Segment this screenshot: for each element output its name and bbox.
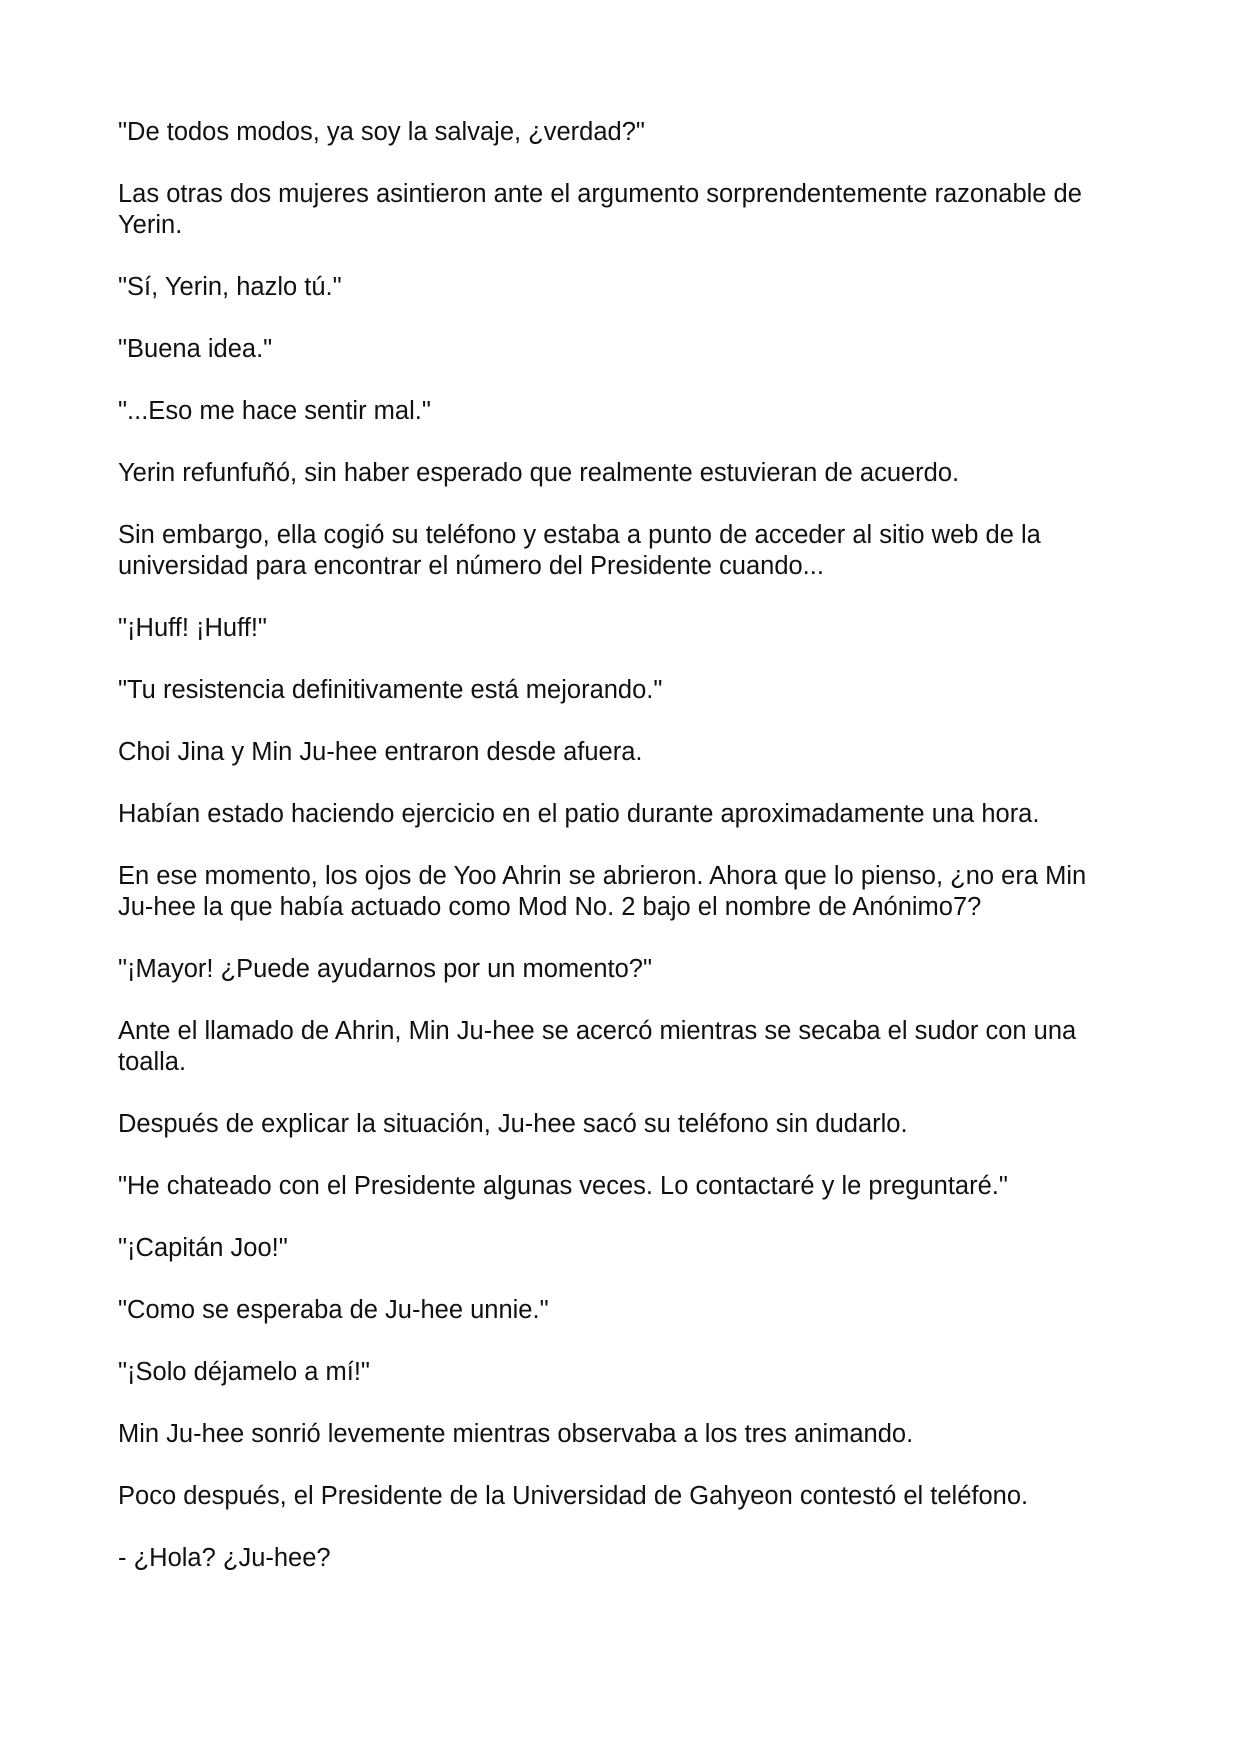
paragraph: Poco después, el Presidente de la Universidad de Gahyeon contestó el teléfono. bbox=[118, 1482, 1029, 1510]
paragraph: "...Eso me hace sentir mal." bbox=[118, 397, 431, 425]
paragraph: Ante el llamado de Ahrin, Min Ju-hee se acercó mientras se secaba el sudor con una toalla. bbox=[118, 1017, 1077, 1076]
paragraph: "¡Capitán Joo!" bbox=[118, 1234, 288, 1262]
paragraph: Sin embargo, ella cogió su teléfono y estaba a punto de acceder al sitio web de la universidad para encontrar el número del Presidente cuando... bbox=[118, 521, 1041, 580]
paragraph: Choi Jina y Min Ju-hee entraron desde afuera. bbox=[118, 738, 643, 766]
paragraph: "Como se esperaba de Ju-hee unnie." bbox=[118, 1296, 549, 1324]
paragraph: "De todos modos, ya soy la salvaje, ¿verdad?" bbox=[118, 118, 645, 146]
paragraph: En ese momento, los ojos de Yoo Ahrin se abrieron. Ahora que lo pienso, ¿no era Min Ju-hee la que había actuado como Mod No. 2 bajo el nombre de Anónimo7? bbox=[118, 862, 1087, 921]
paragraph: "Sí, Yerin, hazlo tú." bbox=[118, 273, 342, 301]
paragraph: "¡Solo déjamelo a mí!" bbox=[118, 1358, 370, 1386]
paragraph: "¡Mayor! ¿Puede ayudarnos por un momento?" bbox=[118, 955, 653, 983]
paragraph: Min Ju-hee sonrió levemente mientras observaba a los tres animando. bbox=[118, 1420, 914, 1448]
paragraph: "¡Huff! ¡Huff!" bbox=[118, 614, 267, 642]
paragraph: "Tu resistencia definitivamente está mejorando." bbox=[118, 676, 663, 704]
paragraph: Habían estado haciendo ejercicio en el patio durante aproximadamente una hora. bbox=[118, 800, 1040, 828]
paragraph: "Buena idea." bbox=[118, 335, 273, 363]
paragraph: Después de explicar la situación, Ju-hee sacó su teléfono sin dudarlo. bbox=[118, 1110, 908, 1138]
paragraph: Yerin refunfuñó, sin haber esperado que realmente estuvieran de acuerdo. bbox=[118, 459, 960, 487]
paragraph: "He chateado con el Presidente algunas veces. Lo contactaré y le preguntaré." bbox=[118, 1172, 1008, 1200]
paragraph: Las otras dos mujeres asintieron ante el argumento sorprendentemente razonable de Yerin. bbox=[118, 180, 1082, 239]
document-body bbox=[118, 117, 1128, 1605]
paragraph: - ¿Hola? ¿Ju-hee? bbox=[118, 1544, 331, 1572]
